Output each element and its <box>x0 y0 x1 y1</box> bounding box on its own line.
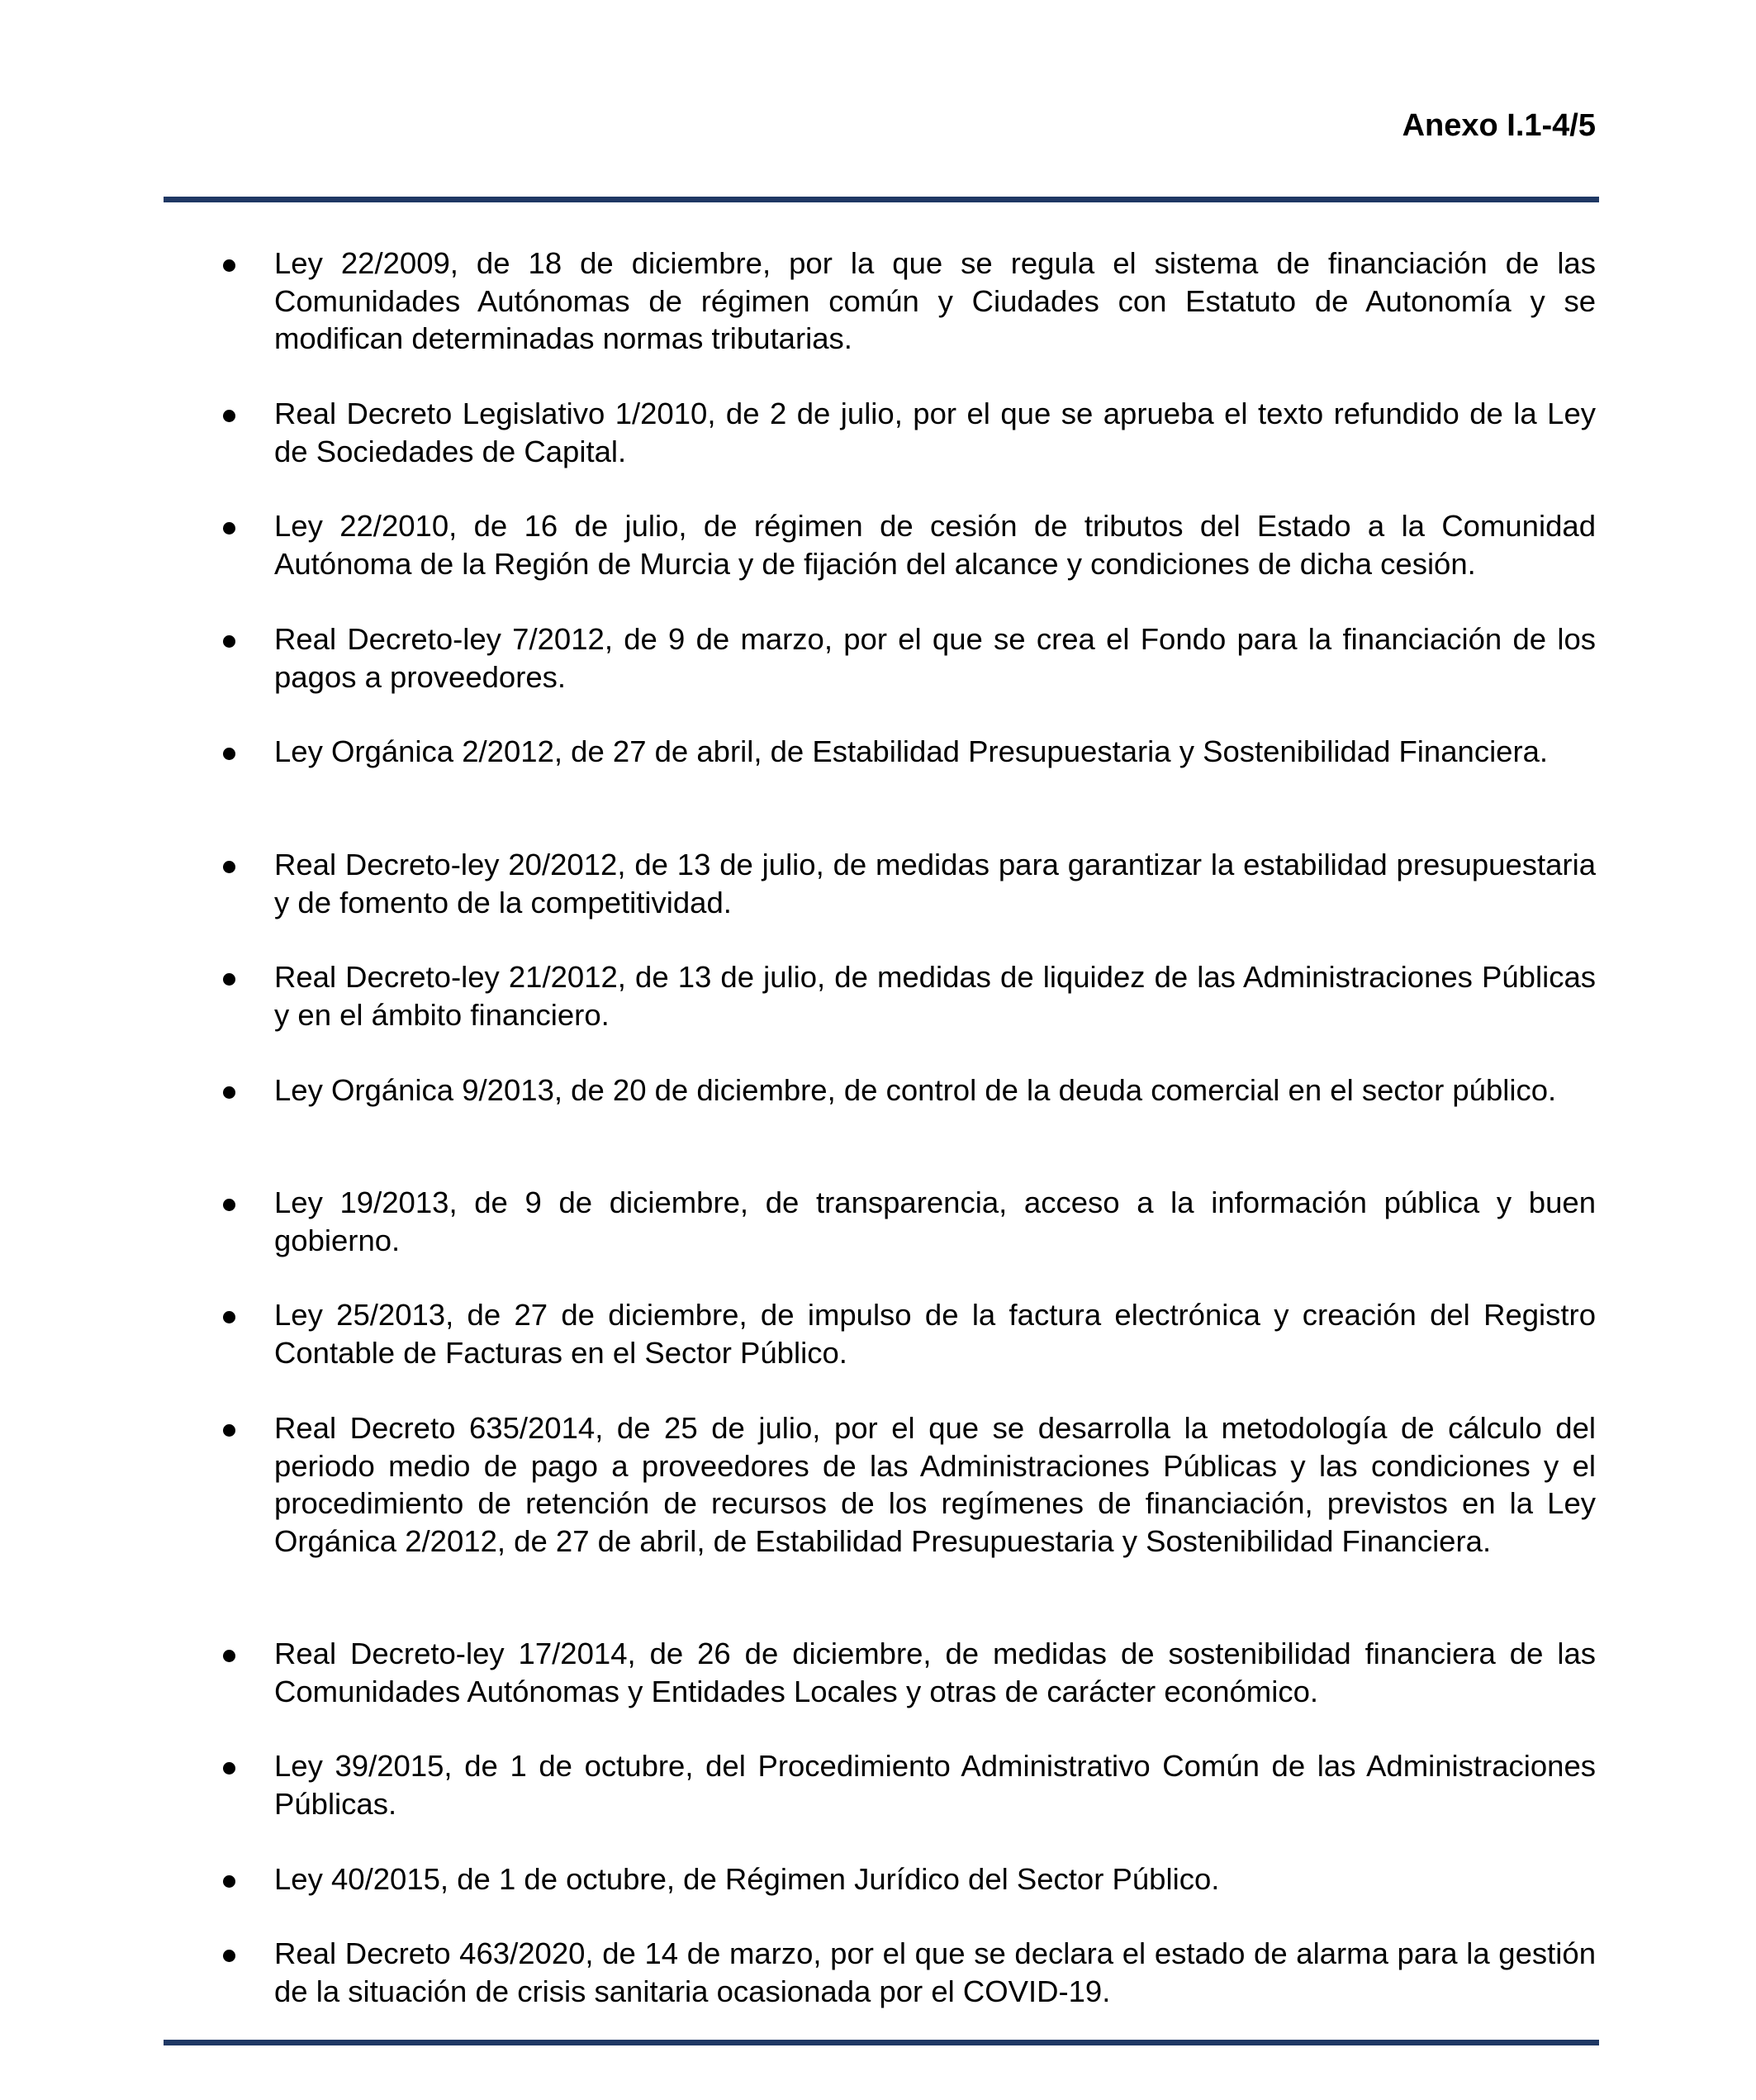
bullet-icon <box>223 1086 235 1099</box>
bullet-icon <box>223 410 235 422</box>
law-text: Real Decreto-ley 17/2014, de 26 de diciembre, de medidas de sostenibilidad financiera de las Comunidades Autónomas y Entidades Locales y otras de carácter económico. <box>274 1637 1596 1708</box>
law-text: Ley 19/2013, de 9 de diciembre, de transparencia, acceso a la información pública y buen gobierno. <box>274 1185 1596 1257</box>
list-item <box>0 245 1756 410</box>
law-text: Ley 22/2009, de 18 de diciembre, por la que se regula el sistema de financiación de las Comunidades Autónomas de régimen común y Ciudades con Estatuto de Autonomía y se modifican determinadas normas tributarias. <box>274 246 1596 355</box>
bullet-icon <box>223 1762 235 1775</box>
law-text: Real Decreto-ley 7/2012, de 9 de marzo, por el que se crea el Fondo para la financiación de los pagos a proveedores. <box>274 622 1596 694</box>
bullet-icon <box>223 748 235 760</box>
header-rule <box>164 197 1599 202</box>
bullet-icon <box>223 1950 235 1962</box>
bullet-icon <box>223 1311 235 1323</box>
law-text: Ley 22/2010, de 16 de julio, de régimen de cesión de tributos del Estado a la Comunidad Autónoma de la Región de Murcia y de fijación del alcance y condiciones de dicha cesión. <box>274 509 1596 581</box>
law-text: Ley 25/2013, de 27 de diciembre, de impulso de la factura electrónica y creación del Registro Contable de Facturas en el Sector Público. <box>274 1298 1596 1370</box>
law-text: Ley Orgánica 9/2013, de 20 de diciembre, de control de la deuda comercial en el sector público. <box>274 1073 1557 1107</box>
bullet-icon <box>223 973 235 986</box>
law-text: Real Decreto Legislativo 1/2010, de 2 de julio, por el que se aprueba el texto refundido de la Ley de Sociedades de Capital. <box>274 397 1596 468</box>
law-text: Real Decreto 463/2020, de 14 de marzo, por el que se declara el estado de alarma para la gestión de la situación de crisis sanitaria ocasionada por el COVID-19. <box>274 1936 1596 2008</box>
law-text: Ley 40/2015, de 1 de octubre, de Régimen Jurídico del Sector Público. <box>274 1862 1220 1896</box>
law-text: Real Decreto 635/2014, de 25 de julio, por el que se desarrolla la metodología de cálculo del periodo medio de pago a proveedores de las Administraciones Públicas y las condiciones y el procedimiento de retención de recursos de los regímenes de financiación, previstos en la Ley Orgánica 2/2012, de 27 de abril, de Estabilidad Presupuestaria y Sostenibilidad Financiera. <box>274 1411 1596 1558</box>
law-text: Real Decreto-ley 20/2012, de 13 de julio, de medidas para garantizar la estabilidad presupuestaria y de fomento de la competitividad. <box>274 848 1596 919</box>
list-item <box>0 1935 1756 2100</box>
bullet-icon <box>223 1875 235 1888</box>
law-text: Ley Orgánica 2/2012, de 27 de abril, de Estabilidad Presupuestaria y Sostenibilidad Financiera. <box>274 734 1549 768</box>
bullet-icon <box>223 259 235 272</box>
bullet-icon <box>223 635 235 648</box>
bullet-icon <box>223 522 235 535</box>
law-text: Ley 39/2015, de 1 de octubre, del Procedimiento Administrativo Común de las Administraciones Públicas. <box>274 1749 1596 1821</box>
footer-rule <box>164 2040 1599 2045</box>
bullet-icon <box>223 1199 235 1211</box>
bullet-icon <box>223 1650 235 1662</box>
page-label: Anexo I.1-4/5 <box>1402 108 1596 143</box>
bullet-icon <box>223 861 235 873</box>
bullet-icon <box>223 1424 235 1437</box>
law-text: Real Decreto-ley 21/2012, de 13 de julio, de medidas de liquidez de las Administraciones Públicas y en el ámbito financiero. <box>274 960 1596 1032</box>
list-item <box>0 1409 1756 1575</box>
